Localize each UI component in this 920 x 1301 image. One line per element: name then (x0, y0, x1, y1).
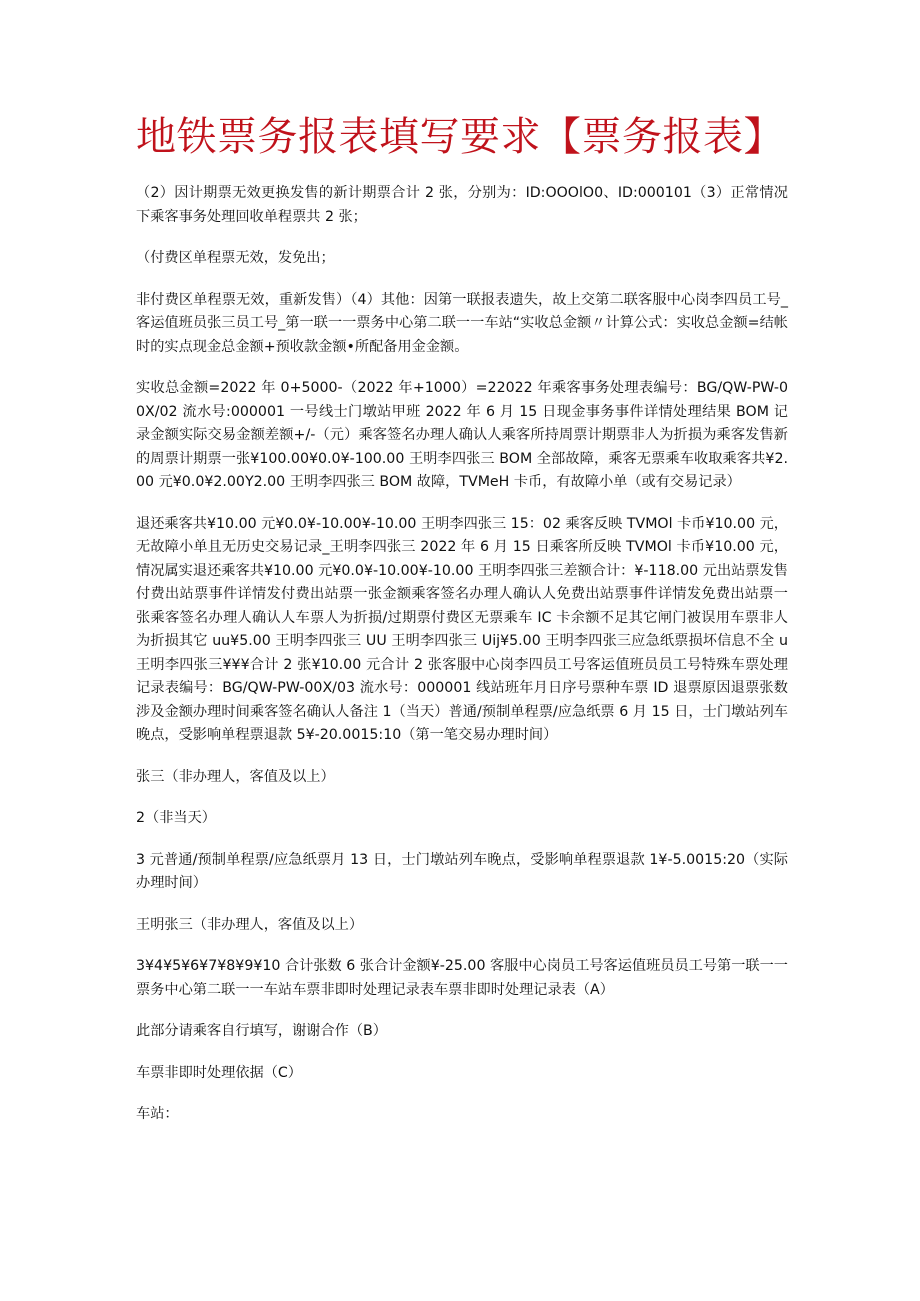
paragraph-1: （2）因计期票无效更换发售的新计期票合计 2 张，分别为：ID:OOOlO0、ID:000101（3）正常情况下乘客事务处理回收单程票共 2 张； (136, 185, 788, 225)
paragraph-8: 3 元普通/预制单程票/应急纸票月 13 日，士门墩站列车晚点，受影响单程票退款 1¥-5.0015:20（实际办理时间） (136, 851, 788, 891)
paragraph-6: 张三（非办理人，客值及以上） (136, 768, 335, 785)
paragraph-2: （付费区单程票无效，发免出； (136, 250, 335, 266)
paragraph-10: 3¥4¥5¥6¥7¥8¥9¥10 合计张数 6 张合计金额¥-25.00 客服中心岗员工号客运值班员员工号第一联一一票务中心第二联一一车站车票非即时处理记录表车票非即时处理记录表（A） (136, 958, 788, 998)
paragraph-11: 此部分请乘客自行填写，谢谢合作（B） (136, 1023, 387, 1039)
paragraph-12: 车票非即时处理依据（C） (136, 1064, 302, 1081)
document-title: 地铁票务报表填写要求【票务报表】 (136, 114, 784, 160)
document-body (136, 182, 788, 1145)
paragraph-7: 2（非当天） (136, 810, 216, 826)
paragraph-3: 非付费区单程票无效，重新发售）（4）其他：因第一联报表遗失，故上交第二联客服中心岗李四员工号_客运值班员张三员工号_第一联一一票务中心第二联一一车站“实收总金额〃计算公式：实收总金额=结帐时的实点现金总金额+预收款金额•所配备用金金额。 (136, 291, 788, 355)
paragraph-13: 车站： (136, 1106, 179, 1122)
paragraph-4: 实收总金额=2022 年 0+5000-（2022 年+1000）=22022 年乘客事务处理表编号：BG/QW-PW-00X/02 流水号:000001 一号线士门墩站甲班 2022 年 6 月 15 日现金事务事件详情处理结果 BOM 记录金额实际交易金额差额+/-（元）乘客签名办理人确认人乘客所持周票计期票非人为折损为乘客发售新的周票计期票一张¥100.00¥0.0¥-100.00 王明李四张三 BOM 全部故障，乘客无票乘车收取乘客共¥2.00 元¥0.0¥2.00Y2.00 王明李四张三 BOM 故障，TVMeH 卡币，有故障小单（或有交易记录） (136, 380, 788, 490)
paragraph-5: 退还乘客共¥10.00 元¥0.0¥-10.00¥-10.00 王明李四张三 15：02 乘客反映 TVMOl 卡币¥10.00 元，无故障小单且无历史交易记录_王明李四张三 2022 年 6 月 15 日乘客所反映 TVMOl 卡币¥10.00 元，情况属实退还乘客共¥10.00 元¥0.0¥-10.00¥-10.00 王明李四张三差额合计：¥-118.00 元出站票发售付费出站票事件详情发付费出站票一张金额乘客签名办理人确认人免费出站票事件详情发免费出站票一张乘客签名办理人确认人车票人为折损/过期票付费区无票乘车 IC 卡余额不足其它闸门被误用车票非人为折损其它 uu¥5.00 王明李四张三 UU 王明李四张三 Uij¥5.00 王明李四张三应急纸票损坏信息不全 u 王明李四张三¥¥¥合计 2 张¥10.00 元合计 2 张客服中心岗李四员工号客运值班员员工号特殊车票处理记录表编号：BG/QW-PW-00X/03 流水号：000001 线站班年月日序号票种车票 ID 退票原因退票张数涉及金额办理时间乘客签名确认人备注 1（当天）普通/预制单程票/应急纸票 6 月 15 日，士门墩站列车晚点，受影响单程票退款 5¥-20.0015:10（第一笔交易办理时间） (136, 515, 788, 743)
paragraph-9: 王明张三（非办理人，客值及以上） (136, 916, 364, 933)
